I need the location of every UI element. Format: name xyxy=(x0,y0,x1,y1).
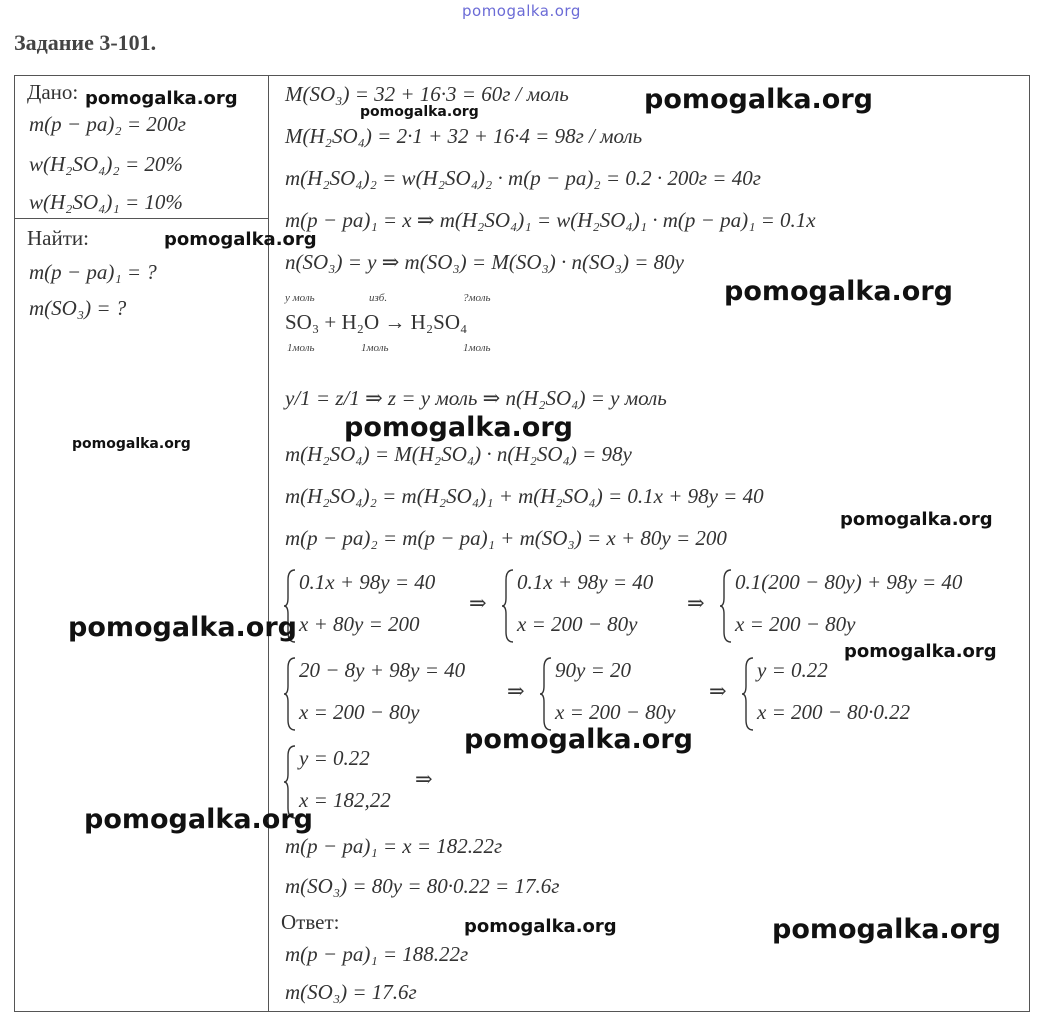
system-eq: x + 80y = 200 xyxy=(299,612,420,636)
solution-line: m(p − pa)₂ = m(p − pa)₁ + m(SO₃) = x + 80y = 200 xyxy=(285,526,727,550)
answer-line: m(p − pa)₁ = 188.22г xyxy=(285,942,469,966)
watermark: pomogalka.org xyxy=(85,88,238,109)
result-line: m(SO₃) = 80y = 80·0.22 = 17.6г xyxy=(285,874,560,898)
watermark: pomogalka.org xyxy=(464,916,617,937)
watermark: pomogalka.org xyxy=(72,436,191,452)
watermark: pomogalka.org xyxy=(724,276,953,307)
watermark: pomogalka.org xyxy=(840,509,993,530)
result-line: m(p − pa)₁ = x = 182.22г xyxy=(285,834,503,858)
reaction-below: 1моль xyxy=(463,342,491,354)
find-heading: Найти: xyxy=(27,226,89,250)
find-line: m(p − pa)₁ = ? xyxy=(29,260,157,284)
solution-line: m(H₂SO₄)₂ = w(H₂SO₄)₂ · m(p − pa)₂ = 0.2 · 200г = 40г xyxy=(285,166,761,190)
system-eq: x = 200 − 80y xyxy=(517,612,638,636)
column-divider xyxy=(268,76,269,1011)
given-line: w(H₂SO₄)₂ = 20% xyxy=(29,152,183,176)
answer-heading: Ответ: xyxy=(281,910,340,934)
system-eq: 0.1(200 − 80y) + 98y = 40 xyxy=(735,570,963,594)
system-eq: 0.1x + 98y = 40 xyxy=(299,570,436,594)
given-line: w(H₂SO₄)₁ = 10% xyxy=(29,190,183,214)
system-eq: x = 200 − 80y xyxy=(735,612,856,636)
system-eq: 0.1x + 98y = 40 xyxy=(517,570,654,594)
watermark: pomogalka.org xyxy=(772,914,1001,945)
watermark: pomogalka.org xyxy=(344,412,573,443)
watermark: pomogalka.org xyxy=(84,804,313,835)
system-eq: 20 − 8y + 98y = 40 xyxy=(299,658,466,682)
solution-line: M(SO₃) = 32 + 16·3 = 60г / моль xyxy=(285,82,569,106)
system-eq: y = 0.22 xyxy=(299,746,370,770)
solution-line: m(H₂SO₄)₂ = m(H₂SO₄)₁ + m(H₂SO₄) = 0.1x + 98y = 40 xyxy=(285,484,764,508)
reaction-above: ?моль xyxy=(463,292,491,304)
watermark: pomogalka.org xyxy=(644,84,873,115)
implies-arrow: ⇒ xyxy=(709,679,727,703)
system-brace xyxy=(501,568,515,644)
site-header[interactable]: pomogalka.org xyxy=(462,2,581,20)
implies-arrow: ⇒ xyxy=(687,591,705,615)
system-eq: x = 200 − 80y xyxy=(555,700,676,724)
system-brace xyxy=(719,568,733,644)
watermark: pomogalka.org xyxy=(164,229,317,250)
implies-arrow: ⇒ xyxy=(415,767,433,791)
watermark: pomogalka.org xyxy=(360,104,479,120)
find-line: m(SO₃) = ? xyxy=(29,296,127,320)
given-heading: Дано: xyxy=(27,80,79,104)
system-eq: x = 200 − 80y xyxy=(299,700,420,724)
reaction-above: изб. xyxy=(369,292,388,304)
watermark: pomogalka.org xyxy=(844,641,997,662)
system-eq: x = 182,22 xyxy=(299,788,391,812)
task-title: Задание 3-101. xyxy=(14,30,157,55)
reaction-equation: SO₃ + H₂O → H₂SO₄ xyxy=(285,310,468,334)
system-brace xyxy=(283,656,297,732)
answer-line: m(SO₃) = 17.6г xyxy=(285,980,417,1004)
watermark: pomogalka.org xyxy=(464,724,693,755)
solution-line: m(H₂SO₄) = M(H₂SO₄) · n(H₂SO₄) = 98y xyxy=(285,442,632,466)
solution-sheet xyxy=(14,75,1030,1012)
system-brace xyxy=(741,656,755,732)
solution-line: m(p − pa)₁ = x ⇒ m(H₂SO₄)₁ = w(H₂SO₄)₁ · m(p − pa)₁ = 0.1x xyxy=(285,208,816,232)
reaction-below: 1моль xyxy=(361,342,389,354)
implies-arrow: ⇒ xyxy=(507,679,525,703)
implies-arrow: ⇒ xyxy=(469,591,487,615)
ratio-line: y/1 = z/1 ⇒ z = y моль ⇒ n(H₂SO₄) = y моль xyxy=(285,386,667,410)
given-line: m(p − pa)₂ = 200г xyxy=(29,112,186,136)
watermark: pomogalka.org xyxy=(68,612,297,643)
system-eq: x = 200 − 80·0.22 xyxy=(757,700,911,724)
system-eq: y = 0.22 xyxy=(757,658,828,682)
reaction-below: 1моль xyxy=(287,342,315,354)
system-brace xyxy=(539,656,553,732)
solution-line: n(SO₃) = y ⇒ m(SO₃) = M(SO₃) · n(SO₃) = 80y xyxy=(285,250,684,274)
row-divider xyxy=(15,218,268,219)
solution-line: M(H₂SO₄) = 2·1 + 32 + 16·4 = 98г / моль xyxy=(285,124,643,148)
reaction-above: y моль xyxy=(285,292,315,304)
system-eq: 90y = 20 xyxy=(555,658,631,682)
